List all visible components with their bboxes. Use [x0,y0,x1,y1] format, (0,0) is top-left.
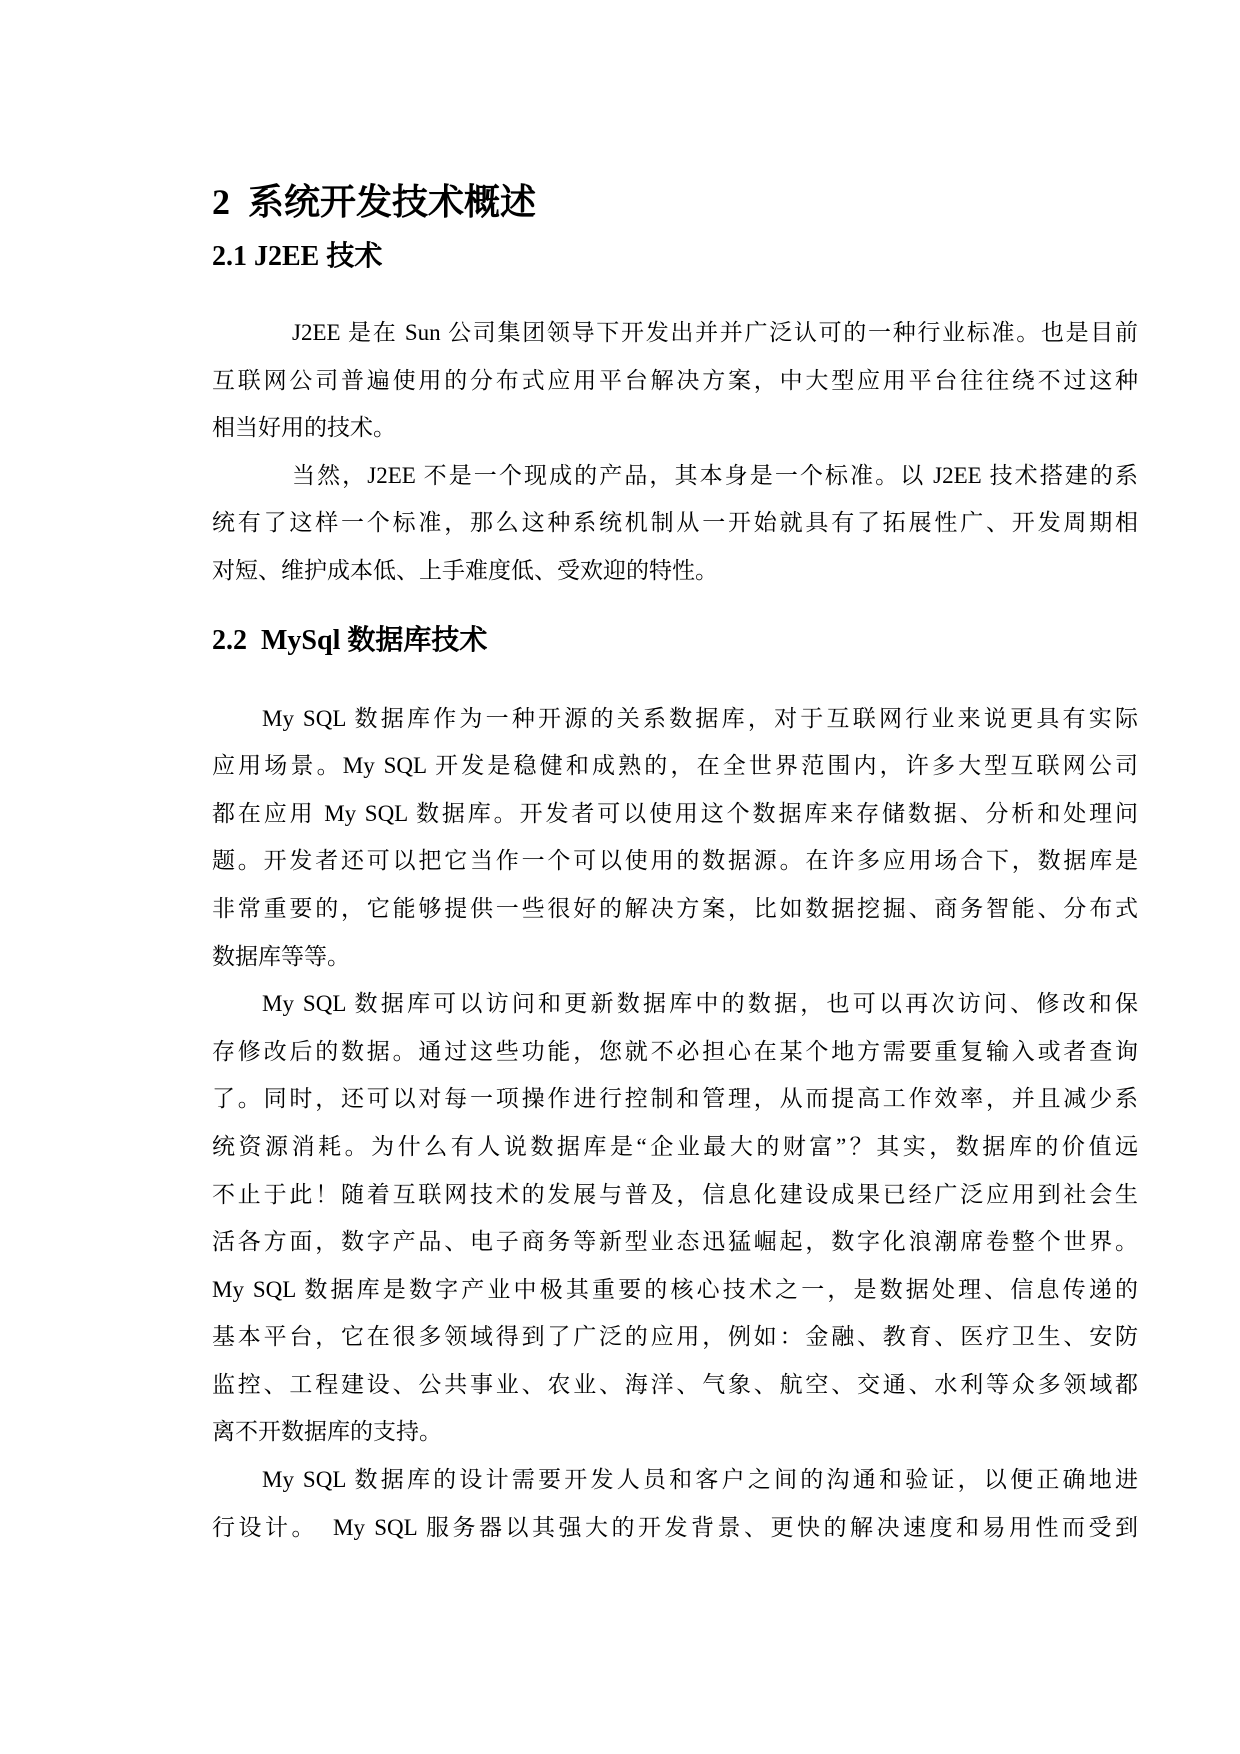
text-line: 监控、工程建设、公共事业、农业、海洋、气象、航空、交通、水利等众多领域都 [212,1371,1138,1397]
chapter-heading: 2 系统开发技术概述 [212,182,537,222]
paragraph [212,1456,1138,1551]
text-line: J2EE 是在 Sun 公司集团领导下开发出并并广泛认可的一种行业标准。也是目前 [292,320,1138,345]
text-line: 非常重要的，它能够提供一些很好的解决方案，比如数据挖掘、商务智能、分布式 [212,895,1138,921]
text-line: My SQL 数据库作为一种开源的关系数据库，对于互联网行业来说更具有实际 [262,705,1138,731]
text-line: My SQL 数据库可以访问和更新数据库中的数据，也可以再次访问、修改和保 [262,991,1138,1017]
text-line: 存修改后的数据。通过这些功能，您就不必担心在某个地方需要重复输入或者查询 [212,1038,1138,1064]
text-line: 相当好用的技术。 [212,415,396,441]
text-line: 数据库等等。 [212,943,350,969]
text-line: 当然，J2EE 不是一个现成的产品，其本身是一个标准。以 J2EE 技术搭建的系 [292,462,1138,488]
text-line: 行设计。 My SQL 服务器以其强大的开发背景、更快的解决速度和易用性而受到 [212,1514,1138,1540]
text-line: 了。同时，还可以对每一项操作进行控制和管理，从而提高工作效率，并且减少系 [212,1086,1138,1112]
document-body [212,239,1138,1551]
text-line: 互联网公司普遍使用的分布式应用平台解决方案，中大型应用平台往往绕不过这种 [212,367,1138,393]
section-heading: 2.1 J2EE 技术 [212,241,383,272]
text-line: My SQL 数据库的设计需要开发人员和客户之间的沟通和验证，以便正确地进 [262,1467,1138,1493]
text-line: 统有了这样一个标准，那么这种系统机制从一开始就具有了拓展性广、开发周期相 [212,510,1138,536]
text-line: 统资源消耗。为什么有人说数据库是“企业最大的财富”？其实，数据库的价值远 [212,1133,1138,1159]
text-line: 活各方面，数字产品、电子商务等新型业态迅猛崛起，数字化浪潮席卷整个世界。 [212,1229,1138,1255]
text-line: My SQL 数据库是数字产业中极其重要的核心技术之一，是数据处理、信息传递的 [212,1276,1138,1302]
text-line: 对短、维护成本低、上手难度低、受欢迎的特性。 [212,557,718,583]
section [212,239,1138,595]
paragraph [212,980,1138,1456]
text-line: 应用场景。My SQL 开发是稳健和成熟的，在全世界范围内，许多大型互联网公司 [212,753,1138,779]
paragraph [212,309,1138,452]
text-line: 基本平台，它在很多领域得到了广泛的应用，例如：金融、教育、医疗卫生、安防 [212,1324,1138,1350]
text-line: 离不开数据库的支持。 [212,1419,442,1445]
text-line: 不止于此！随着互联网技术的发展与普及，信息化建设成果已经广泛应用到社会生 [212,1181,1138,1207]
section [212,623,1138,1552]
text-line: 都在应用 My SQL 数据库。开发者可以使用这个数据库来存储数据、分析和处理问 [212,800,1138,826]
paragraph [212,452,1138,595]
section-heading: 2.2 MySql 数据库技术 [212,624,488,656]
paragraph [212,695,1138,981]
text-line: 题。开发者还可以把它当作一个可以使用的数据源。在许多应用场合下，数据库是 [212,848,1138,874]
